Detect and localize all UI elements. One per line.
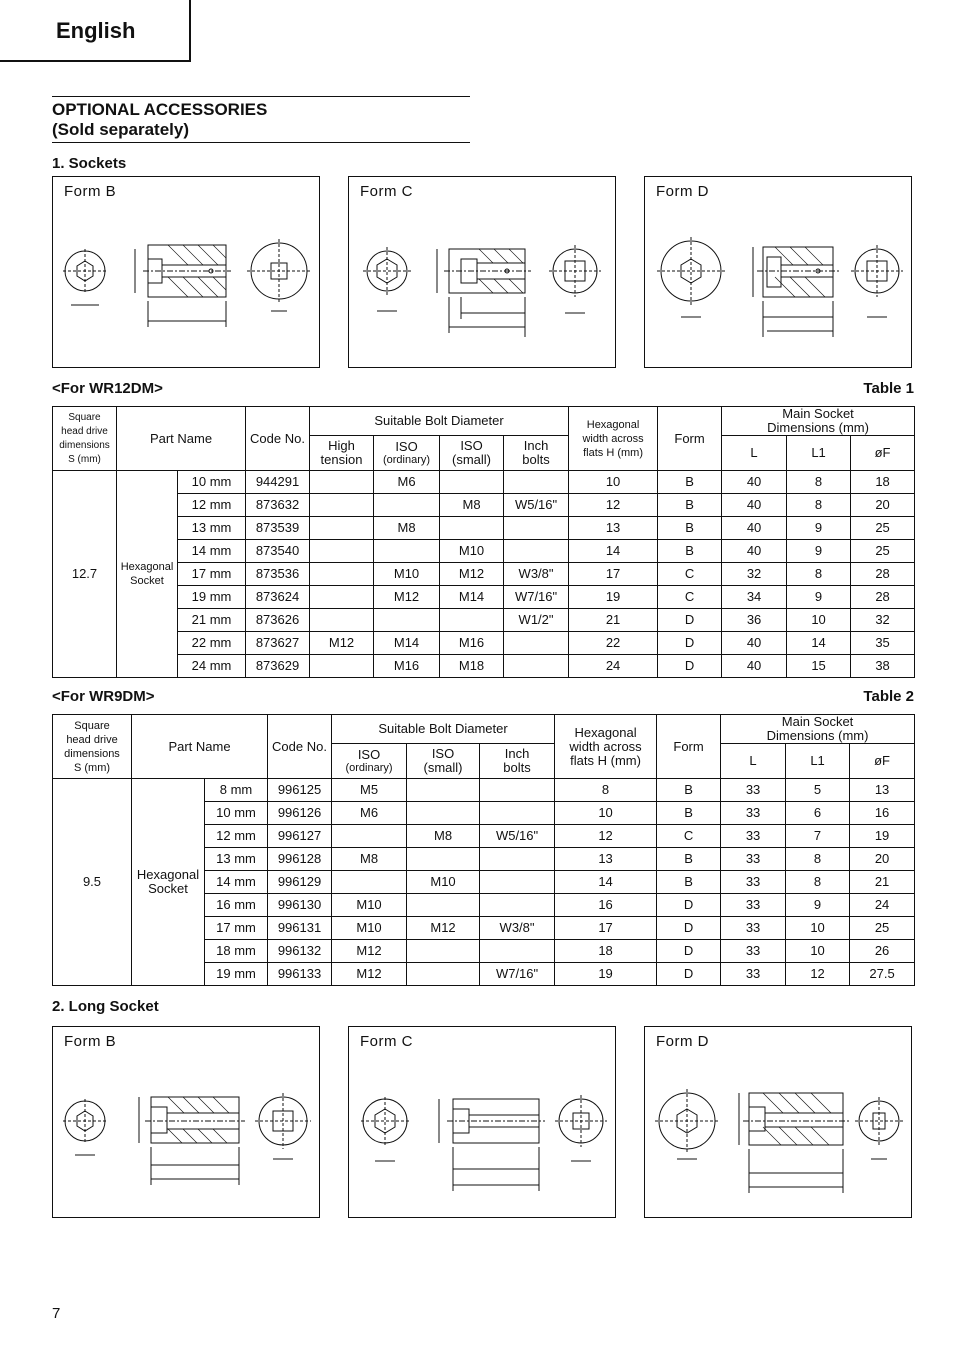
table-cell: 10 [786,917,850,940]
socket-drawing-form-d [645,177,913,369]
table-cell: 15 [787,655,851,678]
iso-ordinary-header: ISO (ordinary) [332,744,407,779]
table-cell [374,494,440,517]
inch-bolts-header: Inch bolts [504,436,569,471]
high-tension-header: High tension [310,436,374,471]
table-cell [480,848,555,871]
table-row [53,586,915,609]
part-name-value: Hexagonal Socket [132,779,205,986]
table-cell [310,494,374,517]
table-cell: 14 mm [178,540,246,563]
table-cell: B [657,802,721,825]
table-cell: 36 [722,609,787,632]
socket-figure-form-d [644,176,912,368]
table-cell: 13 [569,517,658,540]
square-header: Square head drive dimensions S (mm) [53,407,117,471]
table-cell: 35 [851,632,915,655]
long-socket-drawing-form-c [349,1027,617,1219]
table-row [53,609,915,632]
table-cell: 28 [851,563,915,586]
long-socket-heading: 2. Long Socket [52,998,159,1015]
table-cell: M8 [374,517,440,540]
l-header: L [722,436,787,471]
table-cell: 17 mm [178,563,246,586]
table-cell: 27.5 [850,963,915,986]
figure-label: Form B [64,1033,117,1050]
page-number: 7 [52,1305,61,1322]
table-cell: M14 [374,632,440,655]
table-cell: B [657,848,721,871]
table-cell: 18 [851,471,915,494]
table-cell: B [657,779,721,802]
table-cell: M16 [440,632,504,655]
table-cell [407,963,480,986]
table-cell [310,471,374,494]
table-cell: C [658,563,722,586]
language-label: English [56,18,136,43]
iso-small-header: ISO (small) [440,436,504,471]
table-row [53,632,915,655]
table-cell [504,471,569,494]
table-cell: 17 mm [205,917,268,940]
iso-small-header: ISO (small) [407,744,480,779]
table2-for-label: <For WR9DM> [52,688,155,705]
table-cell: 32 [851,609,915,632]
table-cell: 873632 [246,494,310,517]
table-cell: M14 [440,586,504,609]
table-cell: 16 mm [205,894,268,917]
table-cell: 22 mm [178,632,246,655]
table-cell [310,609,374,632]
table-cell: 24 [569,655,658,678]
table-cell: 9 [787,586,851,609]
table-cell: 24 [850,894,915,917]
iso-ordinary-header: ISO (ordinary) [374,436,440,471]
code-no-header: Code No. [268,715,332,779]
table-cell: 18 [555,940,657,963]
table-cell: 33 [721,848,786,871]
table-cell: D [657,894,721,917]
inch-bolts-header: Inch bolts [480,744,555,779]
table-cell [504,655,569,678]
table-cell: M10 [407,871,480,894]
table-cell: D [657,940,721,963]
table-cell: 40 [722,471,787,494]
table-cell: 996125 [268,779,332,802]
table-cell: 8 [787,563,851,586]
table1-label: Table 1 [863,380,914,397]
table-cell: M12 [332,940,407,963]
part-name-value: Hexagonal Socket [117,471,178,678]
square-header: Square head drive dimensions S (mm) [53,715,132,779]
table-cell: 996129 [268,871,332,894]
long-socket-figure-form-b [52,1026,320,1218]
table-cell [440,471,504,494]
table-cell: 40 [722,632,787,655]
table-cell: 14 mm [205,871,268,894]
table-cell: 10 [569,471,658,494]
table-row [53,494,915,517]
table-cell: 33 [721,779,786,802]
long-socket-drawing-form-d [645,1027,913,1219]
table-cell: 34 [722,586,787,609]
section-title [52,96,470,143]
table-cell: 8 [787,494,851,517]
table-cell: 10 [787,609,851,632]
suitable-bolt-header: Suitable Bolt Diameter [332,715,555,744]
table-cell: 8 mm [205,779,268,802]
table-cell: 12 [555,825,657,848]
table-cell: 873536 [246,563,310,586]
table-cell: D [657,963,721,986]
suitable-bolt-header: Suitable Bolt Diameter [310,407,569,436]
table-cell: 13 [555,848,657,871]
table-cell: 25 [851,540,915,563]
form-header: Form [658,407,722,471]
table-cell: 40 [722,540,787,563]
table-cell: 33 [721,963,786,986]
table-cell [407,848,480,871]
table-cell: M10 [332,894,407,917]
table-cell: 21 mm [178,609,246,632]
form-header: Form [657,715,721,779]
table-cell: 8 [786,848,850,871]
table-cell: 33 [721,825,786,848]
table-cell: W1/2" [504,609,569,632]
table-cell: 8 [555,779,657,802]
table-cell: 26 [850,940,915,963]
table-cell: M10 [374,563,440,586]
table-cell: 996130 [268,894,332,917]
socket-drawing-form-c [349,177,617,369]
table-cell: M12 [374,586,440,609]
code-no-header: Code No. [246,407,310,471]
table-cell: M8 [440,494,504,517]
table-cell: B [658,540,722,563]
table1-body [53,471,915,678]
table-cell [407,802,480,825]
table-cell: 19 mm [205,963,268,986]
l-header: L [721,744,786,779]
table-cell: 19 [555,963,657,986]
table-cell: 6 [786,802,850,825]
table-cell: 10 [786,940,850,963]
table-cell: M18 [440,655,504,678]
table-cell: 25 [850,917,915,940]
table2-body [53,779,915,986]
table-cell: 996127 [268,825,332,848]
table-cell [310,517,374,540]
table1-for-label: <For WR12DM> [52,380,163,397]
table-cell: 33 [721,940,786,963]
table-cell: M12 [332,963,407,986]
table-row [53,540,915,563]
figure-label: Form C [360,1033,413,1050]
long-socket-figure-form-d [644,1026,912,1218]
table-cell: B [658,494,722,517]
table-cell: 40 [722,655,787,678]
table-cell: M10 [440,540,504,563]
table-cell [407,894,480,917]
table-cell: 7 [786,825,850,848]
square-value: 12.7 [53,471,117,678]
table-cell: 16 [555,894,657,917]
table-cell: 996126 [268,802,332,825]
table-cell: C [657,825,721,848]
table-cell: 9 [786,894,850,917]
table-cell: B [657,871,721,894]
table-row [53,563,915,586]
table-cell: 8 [786,871,850,894]
table-cell: 13 mm [205,848,268,871]
table-cell: 19 [850,825,915,848]
table-cell [310,540,374,563]
table-cell: 14 [555,871,657,894]
table-cell: C [658,586,722,609]
table-row [53,655,915,678]
table-cell: 10 mm [178,471,246,494]
f-header: øF [850,744,915,779]
table-cell: 13 mm [178,517,246,540]
table-cell: 32 [722,563,787,586]
table-cell: D [658,609,722,632]
table-cell: 996132 [268,940,332,963]
table-cell [504,540,569,563]
table-cell: W3/8" [480,917,555,940]
table2 [52,714,915,986]
table-cell: 9 [787,540,851,563]
table-cell: M8 [407,825,480,848]
table-cell: M12 [407,917,480,940]
table-cell: 21 [569,609,658,632]
table-cell [480,940,555,963]
table-cell: M6 [374,471,440,494]
square-value: 9.5 [53,779,132,986]
table-cell: 33 [721,871,786,894]
table-cell: M5 [332,779,407,802]
section-title-line2: (Sold separately) [52,120,189,139]
main-socket-header: Main Socket Dimensions (mm) [721,715,915,744]
table-cell [332,871,407,894]
table-cell: 873629 [246,655,310,678]
table-row [53,779,915,802]
table-cell: 20 [850,848,915,871]
main-socket-header: Main Socket Dimensions (mm) [722,407,915,436]
long-socket-figure-form-c [348,1026,616,1218]
table-cell [480,871,555,894]
table-cell: D [658,655,722,678]
table-cell [374,540,440,563]
table-cell: 8 [787,471,851,494]
table-cell: 9 [787,517,851,540]
table-cell: 10 [555,802,657,825]
table-cell: 14 [569,540,658,563]
table-cell: 40 [722,517,787,540]
socket-figure-form-b [52,176,320,368]
table-cell: 14 [787,632,851,655]
table-cell: 12 mm [178,494,246,517]
table-cell: 12 [569,494,658,517]
table-cell: 13 [850,779,915,802]
l1-header: L1 [786,744,850,779]
table-cell: 873540 [246,540,310,563]
figure-label: Form B [64,183,117,200]
table-cell: W5/16" [480,825,555,848]
table-cell [310,586,374,609]
table-cell [440,517,504,540]
table-cell: 996128 [268,848,332,871]
table1 [52,406,915,678]
socket-drawing-form-b [53,177,321,369]
table-cell: 873539 [246,517,310,540]
table-cell: M12 [440,563,504,586]
long-socket-drawing-form-b [53,1027,321,1219]
table-cell [504,632,569,655]
table-cell: B [658,517,722,540]
table-cell: M10 [332,917,407,940]
table-cell [440,609,504,632]
table-cell: 873627 [246,632,310,655]
table-cell: 10 mm [205,802,268,825]
table-cell: 996133 [268,963,332,986]
hex-width-header: Hexagonal width across flats H (mm) [555,715,657,779]
figure-label: Form C [360,183,413,200]
table-cell: 996131 [268,917,332,940]
figure-label: Form D [656,1033,709,1050]
table-row [53,517,915,540]
table-cell: 38 [851,655,915,678]
table-cell: 12 [786,963,850,986]
table-cell: 24 mm [178,655,246,678]
table-cell: 17 [555,917,657,940]
sockets-heading: 1. Sockets [52,155,127,172]
table-cell [407,779,480,802]
table-cell: B [658,471,722,494]
table-cell: M8 [332,848,407,871]
part-name-header: Part Name [132,715,268,779]
table-cell: 18 mm [205,940,268,963]
table-cell: M12 [310,632,374,655]
table-cell [310,563,374,586]
f-header: øF [851,436,915,471]
table-cell: M6 [332,802,407,825]
part-name-header: Part Name [117,407,246,471]
hex-width-header: Hexagonal width across flats H (mm) [569,407,658,471]
table-cell [480,779,555,802]
table-cell [407,940,480,963]
table-cell: M16 [374,655,440,678]
table-cell: 19 [569,586,658,609]
table-cell: 33 [721,917,786,940]
table-cell: W7/16" [480,963,555,986]
figure-label: Form D [656,183,709,200]
table-cell [310,655,374,678]
table-cell [374,609,440,632]
table-cell: 19 mm [178,586,246,609]
table-cell: 12 mm [205,825,268,848]
table-cell: 22 [569,632,658,655]
table-cell: 20 [851,494,915,517]
table-cell [480,802,555,825]
table-cell: 16 [850,802,915,825]
l1-header: L1 [787,436,851,471]
table-cell: 21 [850,871,915,894]
section-title-line1: OPTIONAL ACCESSORIES [52,100,268,119]
table-cell: 33 [721,802,786,825]
table-cell: D [657,917,721,940]
table-cell: 873626 [246,609,310,632]
socket-figure-form-c [348,176,616,368]
table-cell [504,517,569,540]
table-cell [480,894,555,917]
table-cell: 40 [722,494,787,517]
table-cell: 25 [851,517,915,540]
table-cell: W3/8" [504,563,569,586]
table-cell [332,825,407,848]
table-cell: 5 [786,779,850,802]
table-row [53,471,915,494]
table-cell: 944291 [246,471,310,494]
table-cell: 33 [721,894,786,917]
language-tab [0,0,191,62]
table-cell: W5/16" [504,494,569,517]
table2-label: Table 2 [863,688,914,705]
table-cell: 873624 [246,586,310,609]
table-cell: W7/16" [504,586,569,609]
table-cell: 28 [851,586,915,609]
table-cell: D [658,632,722,655]
table-cell: 17 [569,563,658,586]
